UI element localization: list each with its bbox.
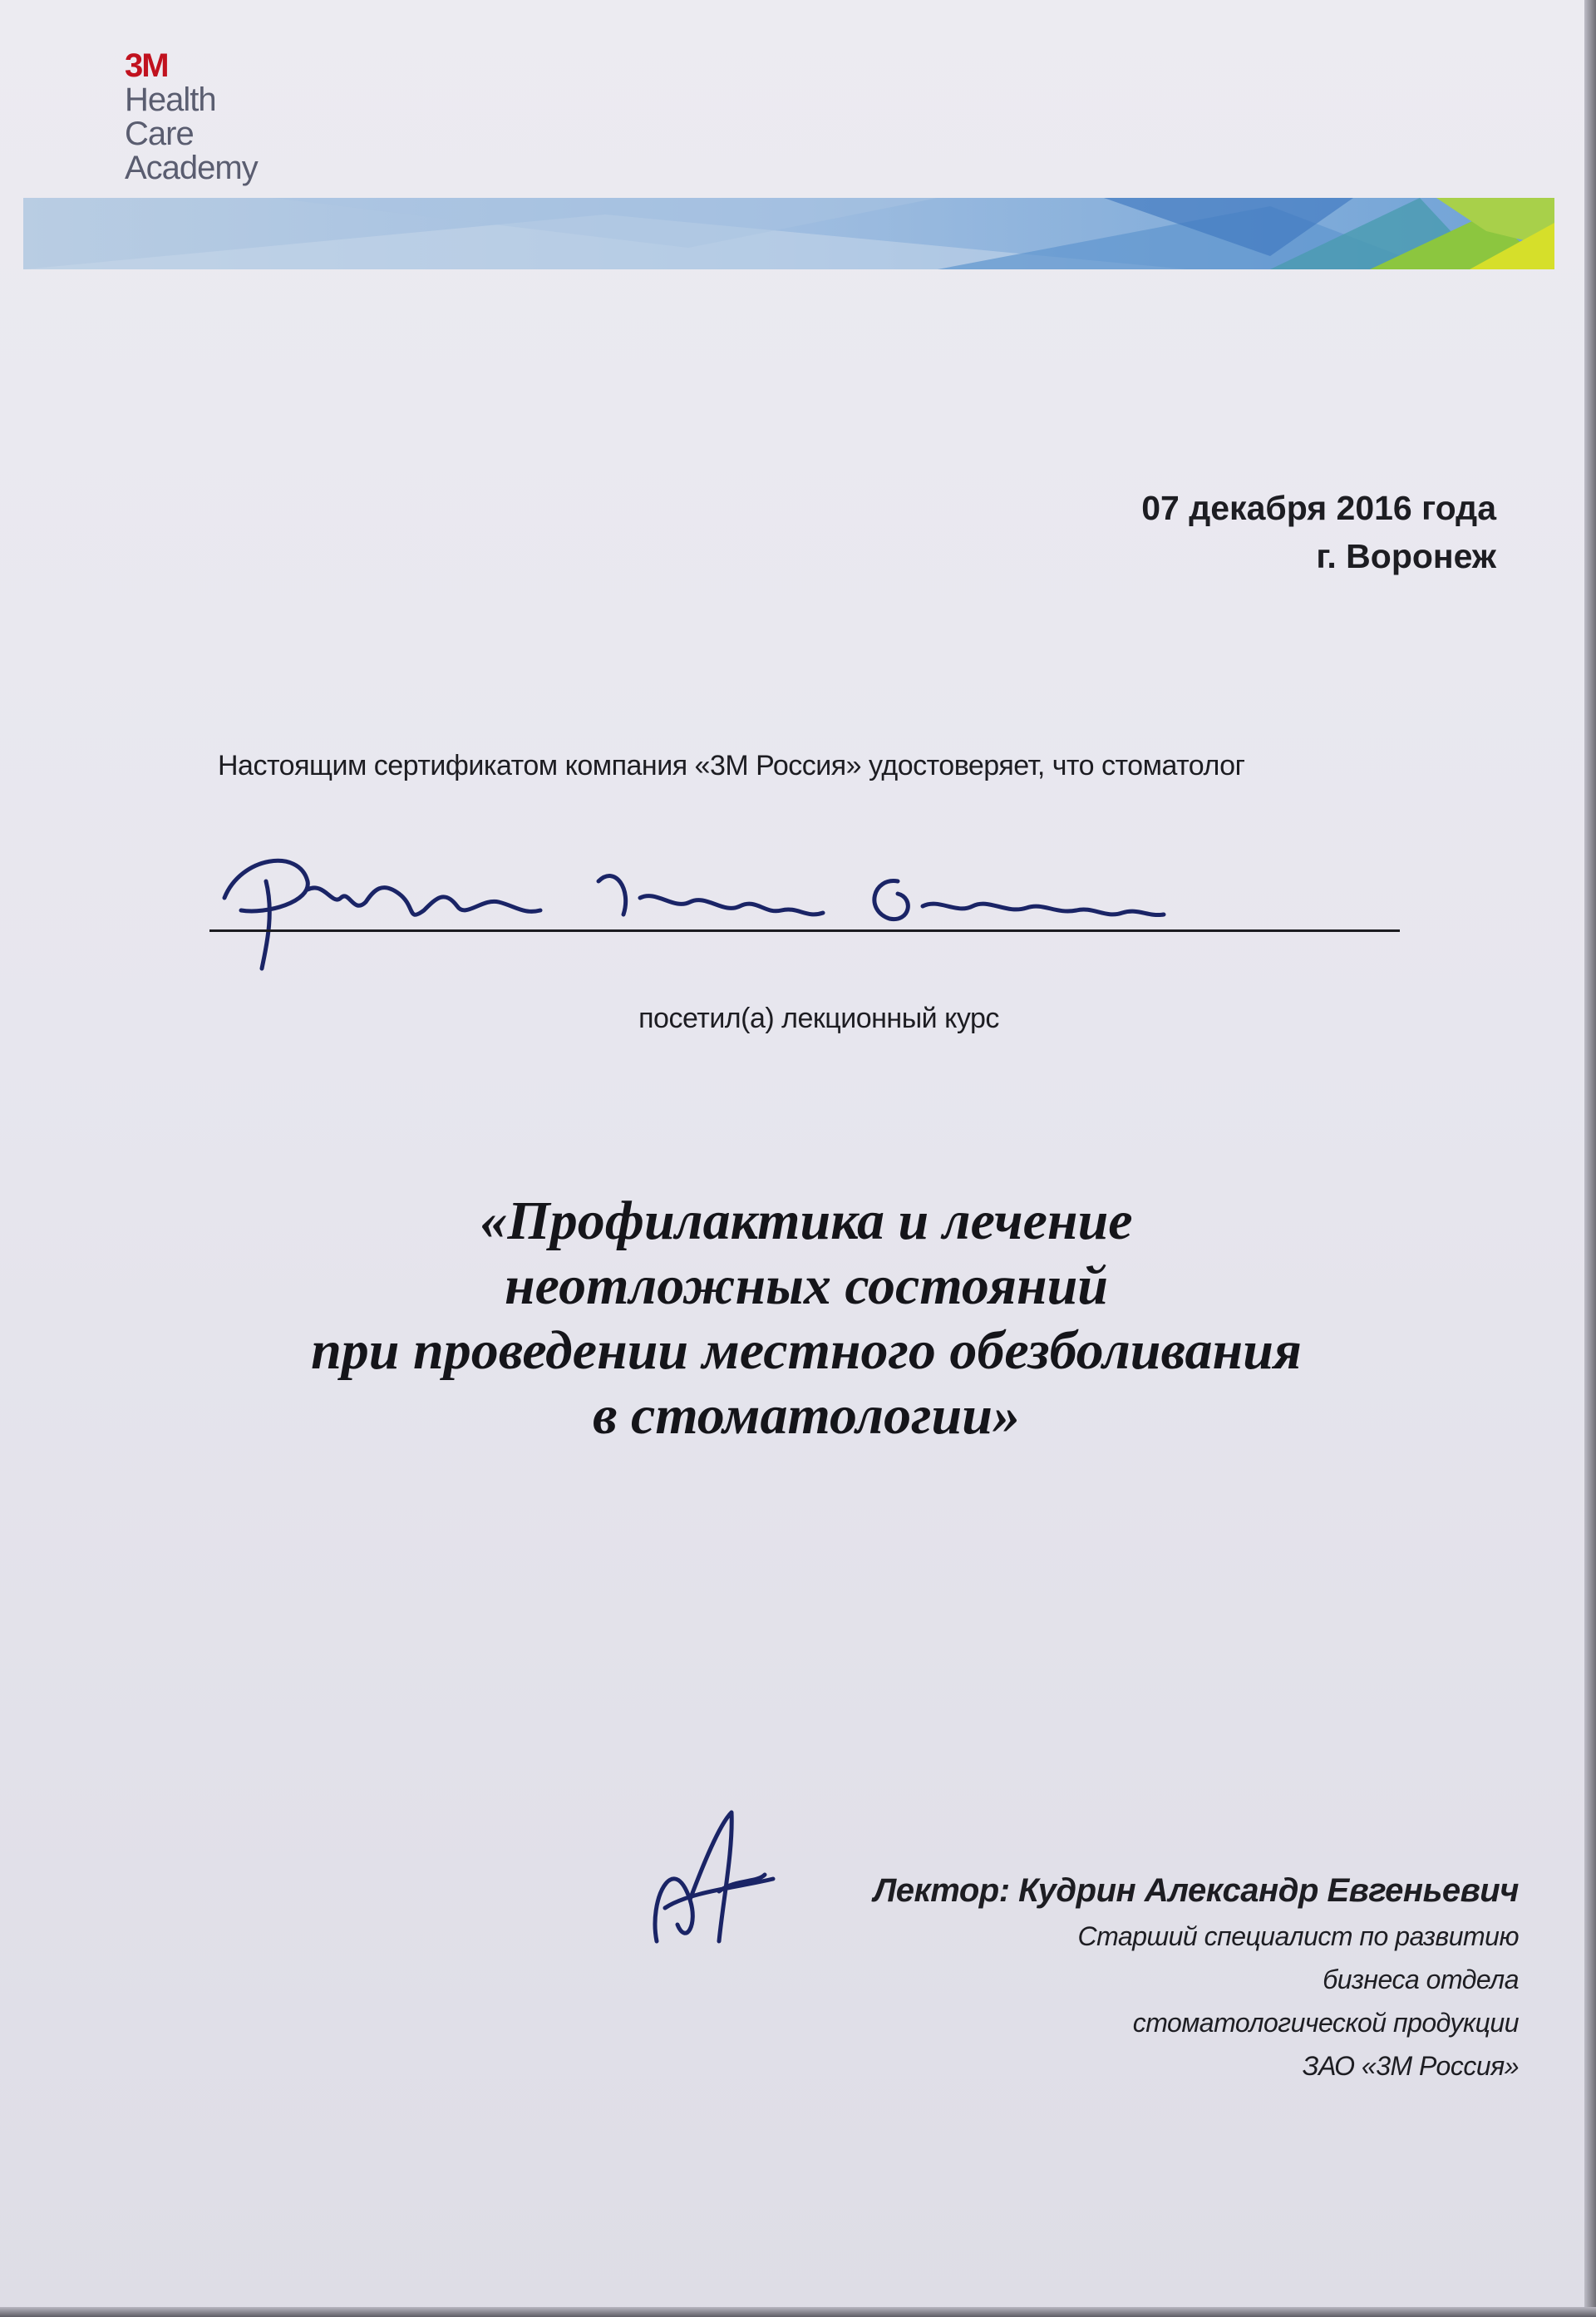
paper-edge-shadow-right: [1584, 0, 1596, 2317]
course-title-line: при проведении местного обезболивания: [311, 1320, 1302, 1381]
course-title: [133, 1189, 1480, 1448]
recipient-name-underline: [209, 929, 1400, 932]
logo-line-care: Care: [125, 116, 194, 152]
lector-block: [874, 1866, 1519, 2088]
3m-health-care-academy-logo: [125, 48, 258, 185]
lector-position-line: стоматологической продукции: [1132, 2008, 1519, 2038]
logo-line-health: Health: [125, 81, 216, 118]
header-banner-stripe: [23, 198, 1554, 269]
date-location-block: [1141, 484, 1496, 580]
lector-position-line: бизнеса отдела: [1323, 1965, 1519, 1994]
lector-position-line: ЗАО «3М Россия»: [1302, 2051, 1519, 2081]
certificate-intro-text: Настоящим сертификатом компания «3М Россия» удостоверяет, что стоматолог: [218, 750, 1245, 781]
paper-edge-shadow-bottom: [0, 2307, 1596, 2317]
recipient-name-handwriting: [208, 831, 1288, 981]
lector-name: Лектор: Кудрин Александр Евгеньевич: [873, 1872, 1519, 1909]
course-title-line: неотложных состояний: [505, 1255, 1108, 1316]
lector-position-line: Старший специалист по развитию: [1077, 1921, 1519, 1951]
lector-signature: [640, 1800, 781, 1958]
course-title-line: в стоматологии»: [593, 1385, 1020, 1446]
course-title-line: «Профилактика и лечение: [480, 1191, 1133, 1251]
logo-line-academy: Academy: [125, 150, 258, 186]
course-intro-text: посетил(а) лекционный курс: [638, 1003, 999, 1034]
issue-city: г. Воронеж: [1316, 537, 1496, 575]
issue-date: 07 декабря 2016 года: [1141, 489, 1496, 527]
logo-3m-mark: 3M: [125, 47, 168, 84]
